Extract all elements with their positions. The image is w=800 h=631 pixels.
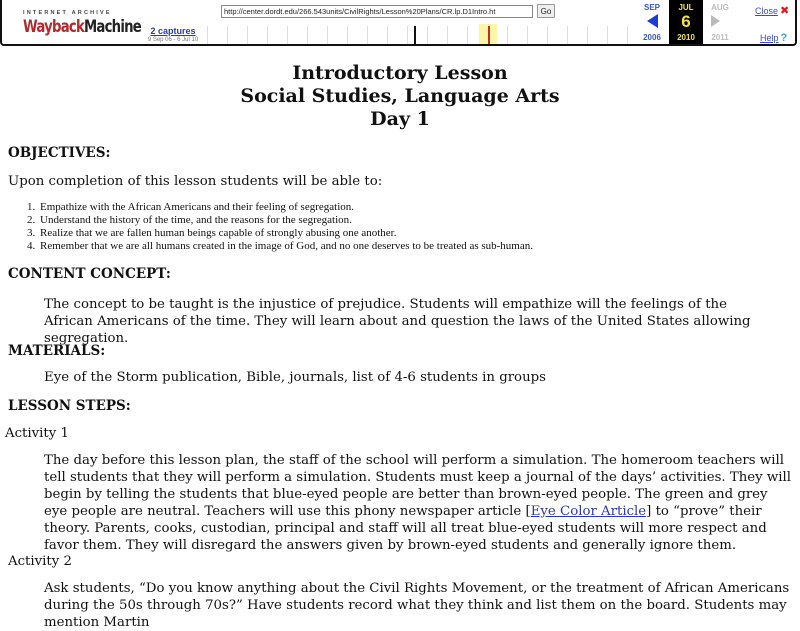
lesson-steps-heading: LESSON STEPS: <box>8 398 131 414</box>
objective-item: 2. Understand the history of the time, and the reasons for the segregation. <box>38 214 533 227</box>
objectives-heading: OBJECTIVES: <box>8 145 111 161</box>
url-input[interactable]: http://center.dordt.edu/266.543units/CivilRights/Lesson%20Plans/CR.lp.D1Intro.ht <box>221 5 533 18</box>
go-button[interactable]: Go <box>537 4 555 18</box>
logo-internet-archive-text: INTERNET ARCHIVE <box>23 10 112 16</box>
activity-1-text: The day before this lesson plan, the staff of the school will perform a simulation. The homeroom teachers will tell students that they will perform a simulation. Students must keep a journal of the days’ activities. They will begin by telling the students that blue-eyed people are better than brown-eyed people. The green and grey eye people are neutral. Teachers will use this phony newspaper article [Eye Color Article] to “prove” their theory. Parents, cooks, custodian, principal and staff will all treat blue-eyed students will more respect and favor them. They will disregard the answers given by brown-eyed students and generally ignore them. <box>44 453 792 553</box>
current-day: 6 <box>681 12 691 31</box>
capture-mark-2010[interactable] <box>488 26 490 44</box>
help-label[interactable]: Help <box>760 33 779 43</box>
content-concept-text: The concept to be taught is the injustice of prejudice. Students will empathize will the feelings of the African Americans of the time. They will learn about and question the laws of the United States allowing segregation. <box>44 297 751 346</box>
help-icon[interactable]: ? <box>780 32 788 44</box>
content-concept-heading: CONTENT CONCEPT: <box>8 266 171 282</box>
close-button[interactable] <box>755 4 789 17</box>
prev-year: 2006 <box>643 33 661 42</box>
eye-color-article-link[interactable]: Eye Color Article <box>530 504 647 519</box>
materials-heading: MATERIALS: <box>8 343 106 359</box>
capture-sparkline[interactable] <box>207 24 639 44</box>
current-year: 2010 <box>677 33 695 42</box>
objective-item: 4. Remember that we are all humans created in the image of God, and no one deserves to be treated as sub-human. <box>38 240 533 253</box>
captures-summary <box>142 26 204 43</box>
prev-capture[interactable] <box>635 0 669 44</box>
close-icon[interactable]: ✖ <box>780 5 790 17</box>
activity-1-label: Activity 1 <box>5 426 69 441</box>
next-arrow-icon <box>711 15 720 27</box>
lesson-document <box>0 62 800 131</box>
captures-range: 9 Sep 06 - 6 Jul 10 <box>147 37 199 43</box>
objectives-list <box>20 201 533 253</box>
page-title <box>0 62 800 131</box>
activity-2-label: Activity 2 <box>8 554 72 569</box>
title-line-2: Social Studies, Language Arts <box>240 85 560 107</box>
capture-calendar <box>635 0 745 44</box>
prev-arrow-icon[interactable] <box>647 14 658 28</box>
next-year: 2011 <box>711 33 729 42</box>
capture-mark-2006[interactable] <box>414 26 416 44</box>
materials-text: Eye of the Storm publication, Bible, journals, list of 4-6 students in groups <box>44 370 546 385</box>
help-button[interactable] <box>760 32 787 44</box>
objective-item: 3. Realize that we are fallen human beings capable of strongly abusing one another. <box>38 227 533 240</box>
current-month: JUL <box>678 3 694 12</box>
next-capture <box>703 0 737 44</box>
activity-2-text: Ask students, “Do you know anything about the Civil Rights Movement, or the treatment of African Americans during the 50s through 70s?” Have students record what they think and list them on the board. Students may mention Martin <box>44 581 790 630</box>
close-label[interactable]: Close <box>755 6 779 16</box>
title-line-3: Day 1 <box>370 108 430 130</box>
wayback-toolbar <box>0 0 797 46</box>
wayback-logo[interactable] <box>20 6 141 42</box>
objective-item: 1. Empathize with the African Americans and their feeling of segregation. <box>38 201 533 214</box>
logo-wayback-machine-text: WaybackMachine <box>23 17 141 37</box>
next-month: AUG <box>711 3 729 12</box>
objectives-intro: Upon completion of this lesson students will be able to: <box>8 174 383 189</box>
captures-link[interactable]: 2 captures <box>150 26 196 36</box>
title-line-1: Introductory Lesson <box>292 62 508 84</box>
prev-month: SEP <box>643 3 660 12</box>
current-capture <box>669 0 703 44</box>
